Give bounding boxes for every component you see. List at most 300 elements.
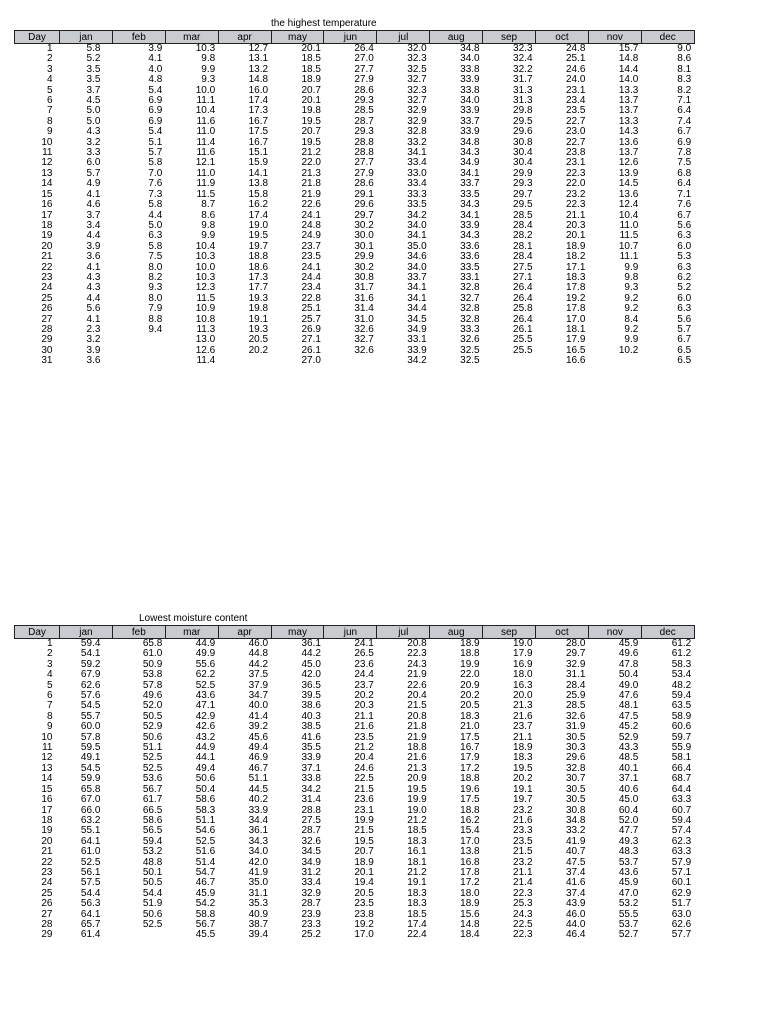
- value-cell: 26.1: [513, 323, 533, 335]
- column-header-apr: apr: [218, 31, 271, 44]
- value-cell: 9.9: [201, 230, 216, 242]
- day-cell: 7: [46, 105, 53, 117]
- value-cell: 29.1: [354, 188, 374, 200]
- value-cell: 68.7: [671, 773, 692, 785]
- value-cell: 4.4: [86, 292, 101, 304]
- value-cell: 53.7: [618, 918, 639, 930]
- value-cell: 45.5: [195, 929, 216, 941]
- value-cell: 23.4: [565, 95, 586, 107]
- value-cell: 4.3: [86, 271, 101, 283]
- value-cell: 47.1: [195, 700, 216, 712]
- value-cell: 23.1: [565, 157, 586, 169]
- day-cell: 22: [41, 856, 53, 868]
- value-cell: 3.2: [86, 334, 101, 346]
- value-cell: 29.7: [354, 209, 374, 221]
- value-cell: 22.3: [565, 167, 586, 179]
- value-cell: 34.3: [460, 199, 480, 211]
- day-cell: 27: [41, 313, 53, 325]
- value-cell: 50.6: [142, 908, 163, 920]
- value-cell: 34.7: [248, 690, 269, 702]
- value-cell: 9.8: [201, 53, 216, 65]
- column-header-jan: jan: [60, 31, 113, 44]
- column-header-feb: feb: [112, 626, 165, 639]
- value-cell: 57.1: [671, 866, 692, 878]
- value-cell: 33.5: [460, 188, 480, 200]
- value-cell: 11.0: [619, 219, 639, 231]
- value-cell: 32.6: [354, 344, 374, 356]
- value-cell: 28.1: [513, 240, 533, 252]
- value-cell: 23.6: [354, 794, 374, 806]
- value-cell: 61.4: [80, 929, 101, 941]
- value-cell: 57.4: [671, 825, 692, 837]
- value-cell: 47.0: [618, 887, 639, 899]
- value-cell: 49.1: [80, 752, 101, 764]
- value-cell: 45.9: [618, 877, 639, 889]
- value-cell: 61.0: [142, 648, 163, 660]
- value-cell: 33.4: [407, 178, 427, 190]
- value-cell: 55.9: [671, 742, 692, 754]
- day-cell: 30: [41, 344, 53, 356]
- value-cell: 17.0: [460, 835, 480, 847]
- value-cell: 4.1: [86, 261, 101, 273]
- value-cell: 18.3: [513, 752, 533, 764]
- value-cell: 20.9: [460, 679, 480, 691]
- value-cell: 52.0: [618, 814, 639, 826]
- value-cell: 29.6: [565, 752, 586, 764]
- value-cell: 57.7: [671, 929, 692, 941]
- value-cell: 18.9: [354, 856, 374, 868]
- value-cell: 29.3: [354, 126, 374, 138]
- value-cell: 24.1: [301, 261, 321, 273]
- value-cell: 47.6: [618, 690, 639, 702]
- value-cell: 24.8: [565, 43, 586, 54]
- value-cell: 47.8: [618, 658, 639, 670]
- value-cell: 11.5: [196, 188, 216, 200]
- value-cell: 5.7: [148, 147, 163, 159]
- header-row: [15, 626, 695, 639]
- value-cell: 22.3: [513, 887, 533, 899]
- value-cell: 25.5: [513, 334, 533, 346]
- day-cell: 6: [46, 95, 53, 107]
- value-cell: 8.6: [201, 209, 216, 221]
- day-cell: 3: [46, 63, 53, 75]
- value-cell: 43.2: [195, 731, 216, 743]
- value-cell: 9.3: [201, 74, 216, 86]
- value-cell: [218, 356, 271, 366]
- value-cell: 9.8: [624, 271, 639, 283]
- value-cell: 41.9: [565, 835, 586, 847]
- value-cell: 4.3: [86, 126, 101, 138]
- day-cell: 17: [41, 209, 53, 221]
- value-cell: 49.9: [195, 648, 216, 660]
- value-cell: 6.3: [677, 261, 692, 273]
- value-cell: 6.3: [148, 230, 163, 242]
- value-cell: 7.4: [677, 115, 692, 127]
- value-cell: 5.1: [148, 136, 163, 148]
- value-cell: 34.3: [248, 835, 269, 847]
- value-cell: 17.4: [407, 918, 427, 930]
- value-cell: 29.5: [513, 115, 533, 127]
- value-cell: 3.3: [86, 147, 101, 159]
- value-cell: 5.8: [148, 199, 163, 211]
- value-cell: 4.5: [86, 95, 101, 107]
- value-cell: 40.3: [301, 710, 321, 722]
- value-cell: 16.7: [460, 742, 480, 754]
- value-cell: 24.8: [301, 219, 321, 231]
- value-cell: 50.6: [142, 731, 163, 743]
- value-cell: 52.5: [142, 762, 163, 774]
- value-cell: 31.7: [513, 74, 533, 86]
- value-cell: 5.6: [677, 313, 692, 325]
- value-cell: 20.7: [301, 84, 321, 96]
- value-cell: 50.6: [195, 773, 216, 785]
- value-cell: 19.2: [565, 292, 586, 304]
- value-cell: 60.1: [671, 877, 692, 889]
- value-cell: 21.9: [301, 188, 321, 200]
- value-cell: 33.8: [460, 63, 480, 75]
- value-cell: 53.2: [142, 846, 163, 858]
- value-cell: 66.0: [80, 804, 101, 816]
- value-cell: 24.6: [565, 63, 586, 75]
- column-header-sep: sep: [483, 626, 536, 639]
- value-cell: 28.8: [354, 136, 374, 148]
- value-cell: 16.9: [513, 658, 533, 670]
- value-cell: [112, 335, 165, 345]
- value-cell: 50.5: [142, 877, 163, 889]
- value-cell: 54.5: [80, 700, 101, 712]
- value-cell: 53.8: [142, 669, 163, 681]
- value-cell: 53.7: [618, 856, 639, 868]
- value-cell: 13.6: [618, 136, 639, 148]
- value-cell: 44.9: [195, 742, 216, 754]
- value-cell: 31.1: [565, 669, 586, 681]
- value-cell: 4.1: [148, 53, 163, 65]
- value-cell: 17.8: [565, 282, 586, 294]
- value-cell: 33.2: [407, 136, 427, 148]
- value-cell: 6.9: [148, 105, 163, 117]
- value-cell: 26.1: [301, 344, 321, 356]
- value-cell: 16.3: [513, 679, 533, 691]
- value-cell: 19.9: [407, 794, 427, 806]
- value-cell: 49.6: [618, 648, 639, 660]
- value-cell: 28.0: [565, 638, 586, 649]
- day-cell: 25: [41, 887, 53, 899]
- value-cell: 36.1: [301, 638, 321, 649]
- value-cell: 20.5: [354, 887, 374, 899]
- value-cell: 52.5: [142, 918, 163, 930]
- value-cell: 20.3: [354, 700, 374, 712]
- value-cell: 20.8: [407, 710, 427, 722]
- value-cell: 54.5: [80, 762, 101, 774]
- value-cell: 62.6: [671, 918, 692, 930]
- value-cell: 39.2: [248, 721, 269, 733]
- day-cell: 9: [46, 126, 53, 138]
- value-cell: 32.9: [301, 887, 321, 899]
- value-cell: 6.7: [677, 126, 692, 138]
- value-cell: 25.7: [301, 313, 321, 325]
- value-cell: 14.1: [248, 167, 269, 179]
- value-cell: 61.0: [80, 846, 101, 858]
- value-cell: 21.2: [301, 147, 321, 159]
- value-cell: 18.3: [407, 835, 427, 847]
- value-cell: 17.1: [565, 261, 586, 273]
- column-header-apr: apr: [218, 626, 271, 639]
- value-cell: 51.1: [248, 773, 269, 785]
- value-cell: 10.7: [618, 240, 639, 252]
- value-cell: 4.1: [86, 313, 101, 325]
- value-cell: 21.6: [513, 710, 533, 722]
- value-cell: 9.9: [201, 63, 216, 75]
- value-cell: 10.2: [618, 344, 639, 356]
- value-cell: 51.1: [142, 742, 163, 754]
- value-cell: 19.5: [301, 115, 321, 127]
- day-cell: 11: [42, 147, 53, 159]
- day-cell: 12: [41, 157, 53, 169]
- value-cell: 34.0: [248, 846, 269, 858]
- day-cell: 24: [41, 877, 53, 889]
- value-cell: 24.4: [301, 271, 321, 283]
- value-cell: 57.9: [671, 856, 692, 868]
- value-cell: 19.5: [354, 835, 374, 847]
- value-cell: 21.2: [407, 866, 427, 878]
- value-cell: 47.5: [565, 856, 586, 868]
- value-cell: 20.8: [407, 638, 427, 649]
- value-cell: 34.5: [407, 313, 427, 325]
- value-cell: 57.5: [80, 877, 101, 889]
- value-cell: 60.0: [80, 721, 101, 733]
- value-cell: 31.9: [565, 721, 586, 733]
- value-cell: 23.2: [513, 856, 533, 868]
- value-cell: 50.5: [142, 710, 163, 722]
- value-cell: 13.7: [618, 147, 639, 159]
- value-cell: [112, 356, 165, 366]
- value-cell: 22.3: [513, 929, 533, 941]
- column-header-day: Day: [15, 31, 60, 44]
- value-cell: 8.0: [148, 292, 163, 304]
- value-cell: 10.4: [618, 209, 639, 221]
- value-cell: 21.9: [407, 669, 427, 681]
- value-cell: 34.3: [460, 230, 480, 242]
- value-cell: 17.5: [248, 126, 269, 138]
- value-cell: 11.4: [196, 136, 216, 148]
- value-cell: 31.7: [354, 282, 374, 294]
- value-cell: 20.7: [354, 846, 374, 858]
- value-cell: 34.3: [460, 147, 480, 159]
- value-cell: 63.2: [80, 814, 101, 826]
- value-cell: 30.8: [354, 271, 374, 283]
- value-cell: 16.8: [460, 856, 480, 868]
- value-cell: 19.7: [513, 794, 533, 806]
- value-cell: 22.0: [565, 178, 586, 190]
- value-cell: 37.1: [301, 762, 321, 774]
- value-cell: 19.7: [248, 240, 269, 252]
- value-cell: 14.4: [618, 63, 639, 75]
- value-cell: 55.6: [195, 658, 216, 670]
- value-cell: 20.4: [407, 690, 427, 702]
- value-cell: 27.5: [513, 261, 533, 273]
- value-cell: 42.0: [301, 669, 321, 681]
- value-cell: 33.6: [460, 251, 480, 263]
- value-cell: 6.2: [677, 271, 692, 283]
- value-cell: 32.7: [407, 95, 427, 107]
- value-cell: 9.8: [201, 219, 216, 231]
- value-cell: 33.4: [407, 157, 427, 169]
- value-cell: 26.4: [354, 43, 374, 54]
- value-cell: 58.3: [671, 658, 692, 670]
- value-cell: 29.7: [513, 188, 533, 200]
- value-cell: 48.5: [618, 752, 639, 764]
- value-cell: 66.4: [671, 762, 692, 774]
- value-cell: 50.9: [142, 658, 163, 670]
- day-cell: 11: [42, 742, 53, 754]
- day-cell: 27: [41, 908, 53, 920]
- value-cell: 59.2: [80, 658, 101, 670]
- day-cell: 23: [41, 271, 53, 283]
- value-cell: 19.9: [354, 814, 374, 826]
- value-cell: 13.3: [618, 84, 639, 96]
- day-cell: 31: [41, 355, 53, 367]
- value-cell: 38.7: [248, 918, 269, 930]
- value-cell: 66.5: [142, 804, 163, 816]
- value-cell: 41.4: [248, 710, 269, 722]
- value-cell: 58.3: [195, 804, 216, 816]
- value-cell: 18.5: [407, 908, 427, 920]
- value-cell: 10.9: [195, 303, 216, 315]
- value-cell: 27.1: [513, 271, 533, 283]
- value-cell: 29.5: [513, 199, 533, 211]
- value-cell: 32.3: [407, 84, 427, 96]
- value-cell: 61.7: [142, 794, 163, 806]
- value-cell: 23.0: [565, 126, 586, 138]
- day-cell: 5: [46, 84, 53, 96]
- value-cell: 32.6: [460, 334, 480, 346]
- day-cell: 14: [41, 178, 53, 190]
- value-cell: 40.0: [248, 700, 269, 712]
- value-cell: 11.5: [196, 292, 216, 304]
- value-cell: 5.8: [148, 157, 163, 169]
- value-cell: 44.0: [565, 918, 586, 930]
- value-cell: 32.9: [407, 115, 427, 127]
- value-cell: 23.2: [565, 188, 586, 200]
- value-cell: 18.5: [301, 63, 321, 75]
- value-cell: 16.2: [248, 199, 269, 211]
- value-cell: 17.0: [565, 313, 586, 325]
- value-cell: 34.1: [407, 230, 427, 242]
- value-cell: 33.3: [407, 188, 427, 200]
- value-cell: 19.1: [513, 783, 533, 795]
- value-cell: 36.1: [248, 825, 269, 837]
- value-cell: 13.6: [618, 188, 639, 200]
- value-cell: 21.5: [354, 825, 374, 837]
- value-cell: 19.5: [407, 783, 427, 795]
- value-cell: 38.6: [301, 700, 321, 712]
- header-row: [15, 31, 695, 44]
- day-cell: 28: [41, 918, 53, 930]
- value-cell: 33.1: [407, 334, 427, 346]
- value-cell: 21.0: [460, 721, 480, 733]
- value-cell: 32.6: [301, 835, 321, 847]
- value-cell: 23.6: [354, 658, 374, 670]
- day-cell: 5: [46, 679, 53, 691]
- value-cell: 19.6: [460, 783, 480, 795]
- value-cell: 27.1: [301, 334, 321, 346]
- value-cell: 50.4: [618, 669, 639, 681]
- table-row: [15, 200, 695, 210]
- value-cell: 43.6: [195, 690, 216, 702]
- value-cell: 31.4: [354, 303, 374, 315]
- value-cell: 29.9: [513, 167, 533, 179]
- value-cell: 18.3: [407, 887, 427, 899]
- value-cell: 33.9: [248, 804, 269, 816]
- value-cell: 4.3: [86, 282, 101, 294]
- value-cell: 59.4: [671, 814, 692, 826]
- value-cell: 29.7: [565, 648, 586, 660]
- value-cell: 17.3: [248, 105, 269, 117]
- value-cell: 17.7: [248, 282, 269, 294]
- value-cell: 8.4: [624, 313, 639, 325]
- value-cell: 62.2: [195, 669, 216, 681]
- day-cell: 10: [41, 731, 53, 743]
- day-cell: 20: [41, 240, 53, 252]
- value-cell: 8.7: [201, 199, 216, 211]
- day-cell: 8: [46, 710, 53, 722]
- value-cell: 17.8: [460, 866, 480, 878]
- value-cell: 6.9: [148, 115, 163, 127]
- table-row: [15, 847, 695, 857]
- value-cell: 44.1: [195, 752, 216, 764]
- value-cell: 18.5: [407, 825, 427, 837]
- value-cell: 32.8: [460, 282, 480, 294]
- value-cell: 26.4: [513, 313, 533, 325]
- value-cell: 7.5: [677, 157, 692, 169]
- day-cell: 19: [41, 825, 53, 837]
- value-cell: 33.0: [407, 167, 427, 179]
- value-cell: 11.0: [196, 167, 216, 179]
- table-row: [15, 356, 695, 366]
- table-row: [15, 899, 695, 909]
- day-cell: 6: [46, 690, 53, 702]
- value-cell: 21.1: [565, 209, 586, 221]
- value-cell: 12.7: [248, 43, 269, 54]
- value-cell: 58.6: [142, 814, 163, 826]
- value-cell: 19.4: [354, 877, 374, 889]
- value-cell: 3.9: [86, 240, 101, 252]
- value-cell: 15.7: [618, 43, 639, 54]
- day-cell: 13: [41, 762, 53, 774]
- value-cell: 15.4: [460, 825, 480, 837]
- value-cell: 63.3: [671, 846, 692, 858]
- value-cell: 65.8: [80, 783, 101, 795]
- value-cell: 18.9: [301, 74, 321, 86]
- value-cell: 23.8: [565, 147, 586, 159]
- value-cell: 31.1: [248, 887, 269, 899]
- value-cell: 18.8: [460, 804, 480, 816]
- value-cell: 20.4: [354, 752, 374, 764]
- value-cell: 32.3: [407, 53, 427, 65]
- value-cell: 20.2: [354, 690, 374, 702]
- value-cell: 18.4: [460, 929, 480, 941]
- value-cell: 56.5: [142, 825, 163, 837]
- column-header-dec: dec: [641, 31, 694, 44]
- day-cell: 13: [41, 167, 53, 179]
- value-cell: 25.1: [565, 53, 586, 65]
- value-cell: 46.7: [248, 762, 269, 774]
- value-cell: 10.0: [195, 261, 216, 273]
- value-cell: 23.1: [354, 804, 374, 816]
- value-cell: 19.3: [248, 292, 269, 304]
- value-cell: 5.6: [86, 303, 101, 315]
- value-cell: 59.9: [80, 773, 101, 785]
